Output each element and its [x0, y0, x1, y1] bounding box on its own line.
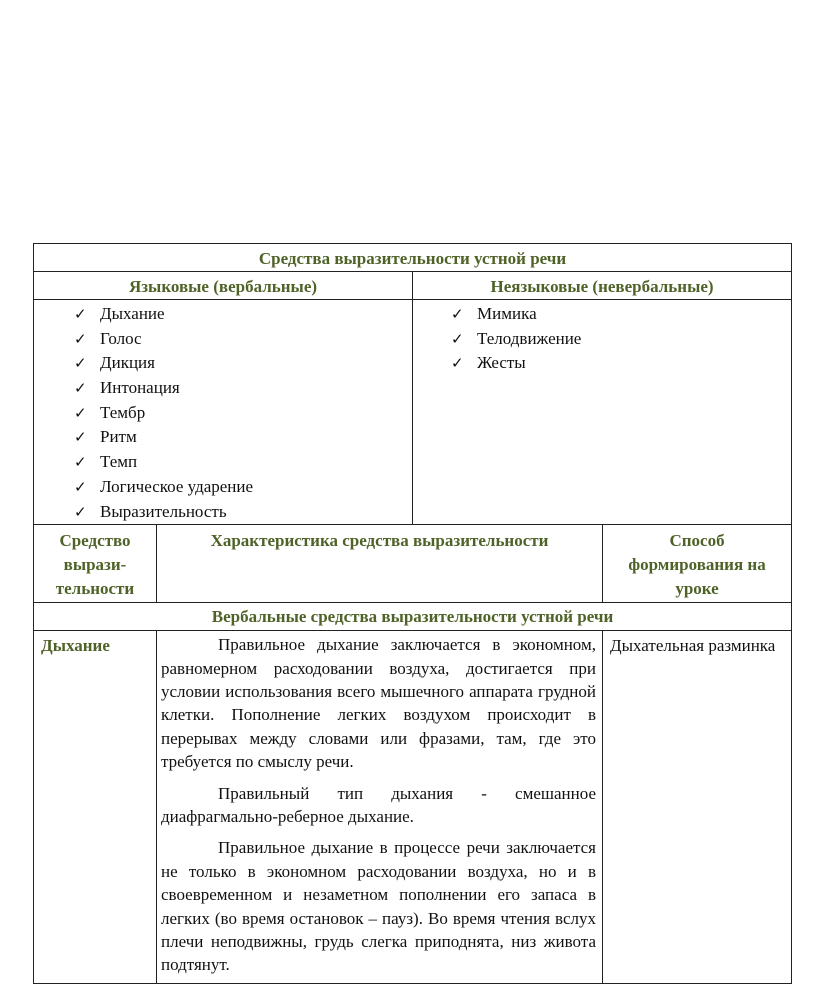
expressiveness-table — [33, 243, 792, 984]
paragraph-text: Правильный тип дыхания - смешанное диафрагмально-реберное дыхание. — [161, 783, 596, 827]
method-cell: Дыхательная разминка — [603, 631, 792, 984]
verbal-list — [74, 302, 412, 524]
check-mark-icon: ✓ — [74, 379, 87, 398]
check-mark-icon: ✓ — [451, 354, 464, 373]
description-paragraph — [161, 782, 596, 829]
section-title: Вербальные средства выразительности устной речи — [34, 603, 792, 631]
list-item — [74, 302, 412, 327]
row-name: Дыхание — [34, 631, 157, 984]
list-item-label: Мимика — [477, 304, 537, 323]
check-mark-icon: ✓ — [451, 329, 464, 348]
list-item — [451, 327, 791, 352]
check-mark-icon: ✓ — [74, 477, 87, 496]
list-item — [74, 401, 412, 426]
nonverbal-header: Неязыковые (невербальные) — [413, 272, 792, 300]
list-item-label: Выразительность — [100, 501, 227, 521]
col-header-characteristic: Характеристика средства выразительности — [157, 525, 603, 603]
nonverbal-list-cell — [413, 300, 792, 525]
verbal-list-cell — [34, 300, 413, 525]
description-paragraph — [161, 836, 596, 976]
list-item — [74, 351, 412, 376]
list-item-label: Ритм — [100, 427, 137, 447]
verbal-header: Языковые (вербальные) — [34, 272, 413, 300]
list-item — [74, 500, 412, 525]
list-item — [74, 475, 412, 500]
list-item-label: Интонация — [100, 378, 180, 398]
check-mark-icon: ✓ — [74, 329, 87, 348]
list-item — [74, 376, 412, 401]
check-mark-icon: ✓ — [74, 354, 87, 373]
check-mark-icon: ✓ — [74, 305, 87, 323]
paragraph-text: Правильное дыхание в процессе речи заключается не только в экономном расходовании воздуха, но и в своевременном и незаметном пополнении его запаса в легких (во время остановок – пауз). Во время чтения вслух плечи неподвижны, грудь слегка приподнята, низ живота подтянут. — [161, 838, 596, 975]
list-item-label: Телодвижение — [477, 328, 582, 348]
col-header-means: Средство вырази-тельности — [34, 525, 157, 603]
list-item-label: Темп — [100, 452, 138, 472]
list-item — [74, 425, 412, 450]
col-header-method: Способ формирования на уроке — [603, 525, 792, 603]
list-item-label: Голос — [100, 328, 142, 348]
check-mark-icon: ✓ — [74, 502, 87, 521]
paragraph-text: Правильное дыхание заключается в экономном, равномерном расходовании воздуха, достигается при условии использования всего мышечного аппарата грудной клетки. Пополнение легких воздухом происходит в перерывах между словами или фразами, там, где это требуется по смыслу речи. — [161, 635, 596, 772]
list-item — [451, 302, 791, 327]
table-title: Средства выразительности устной речи — [34, 244, 792, 272]
list-item — [451, 351, 791, 376]
list-item-label: Дикция — [100, 353, 155, 373]
list-item-label: Логическое ударение — [100, 476, 254, 496]
description-paragraph — [161, 633, 596, 773]
list-item-label: Тембр — [100, 402, 146, 422]
list-item — [74, 327, 412, 352]
check-mark-icon: ✓ — [74, 453, 87, 472]
nonverbal-list — [451, 302, 791, 376]
list-item — [74, 450, 412, 475]
list-item-label: Жесты — [477, 353, 526, 373]
check-mark-icon: ✓ — [451, 305, 464, 323]
check-mark-icon: ✓ — [74, 403, 87, 422]
list-item-label: Дыхание — [100, 304, 165, 323]
description-cell — [157, 631, 603, 984]
check-mark-icon: ✓ — [74, 428, 87, 447]
